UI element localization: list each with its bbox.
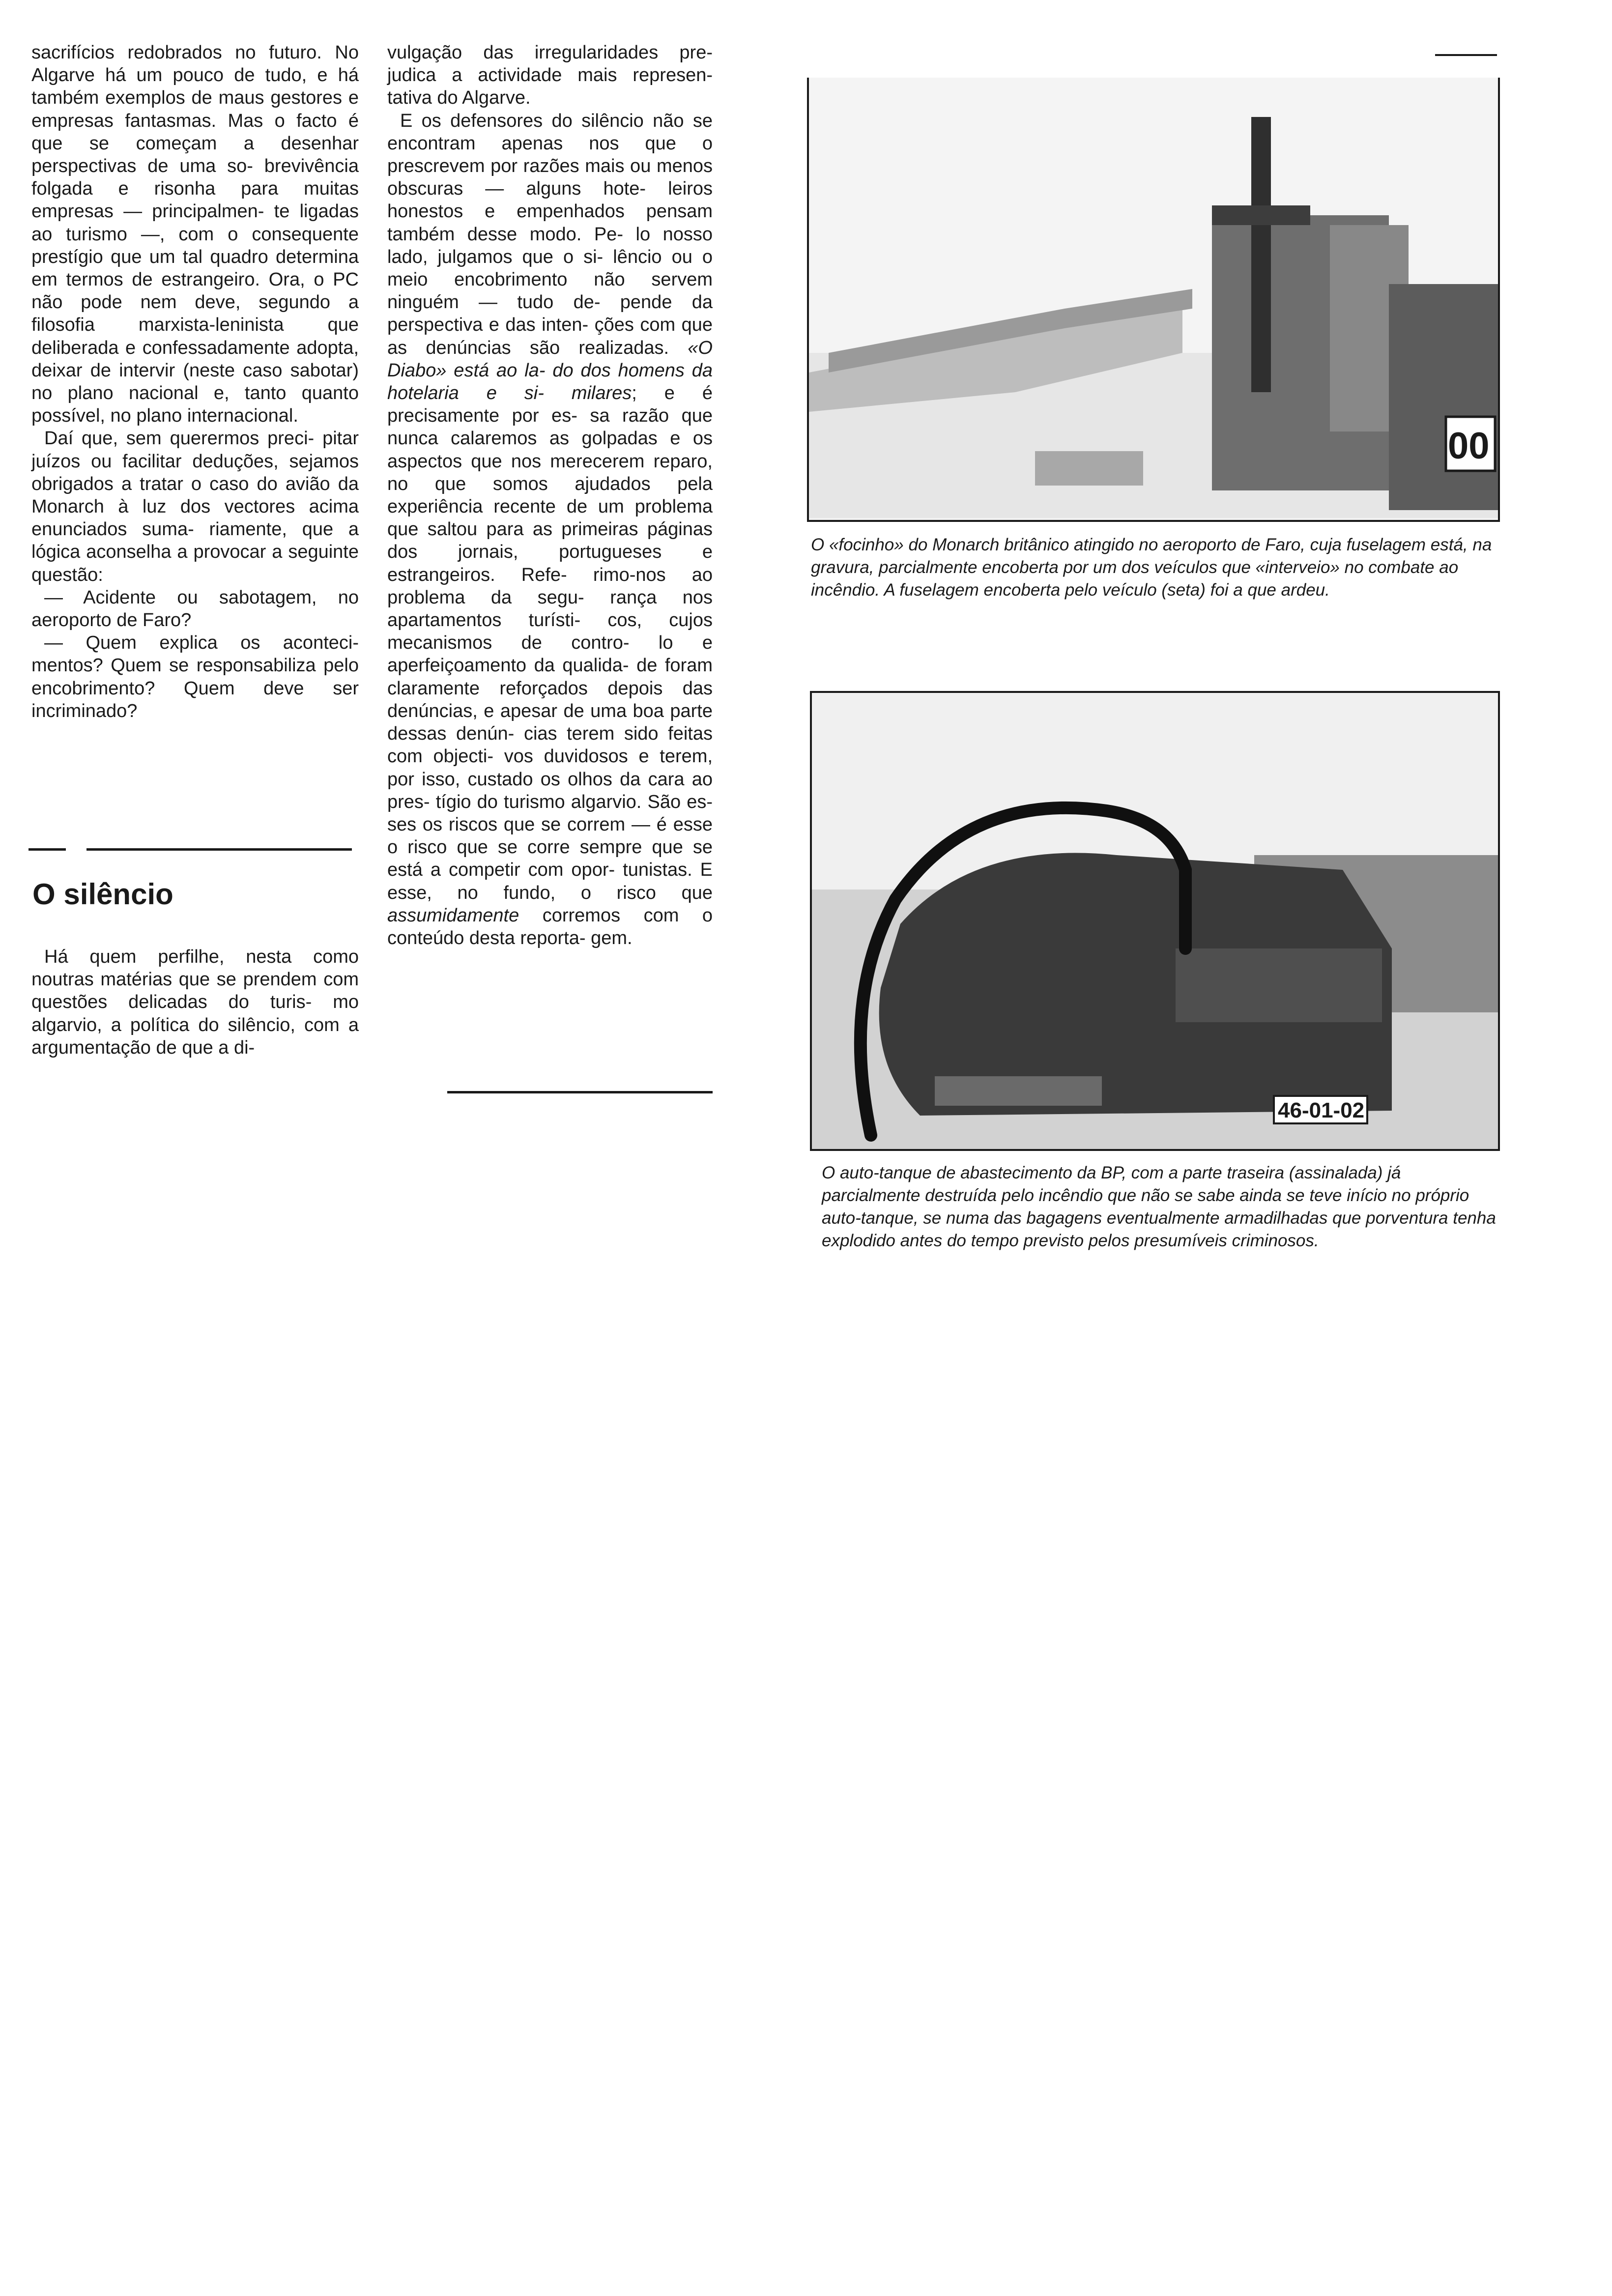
paragraph: Há quem perfilhe, nesta como noutras matérias que se prendem com questões delicadas do turis- mo algarvio, a política do silêncio, com a argumentação de que a di- (31, 947, 359, 1058)
aircraft-image (809, 78, 1498, 518)
section-divider (29, 848, 66, 851)
paragraph: E os defensores do silêncio não se encontram apenas nos que o prescrevem por razões mais ou menos obscuras — alguns hote- leiros honestos e empenhados pensam também desse modo. Pe- lo nosso lado, julgamos que o si- lêncio ou o meio encobrimento não servem ninguém — tudo de- pende da perspectiva e das inten- ções com que as denúncias são realizadas. «O Diabo» está ao la- do dos homens da hotelaria e si- milares; e é precisamente por es- sa razão que nunca calaremos as golpadas e os aspectos que nos merecerem reparo, no que somos ajudados pela experiência recente de um problema que saltou para as primeiras páginas dos jornais, portugueses e estrangeiros. Refe- rimo-nos ao problema da segu- rança nos apartamentos turísti- cos, cujos mecanismos de contro- lo e aperfeiçoamento da qualida- de foram claramente reforçados depois das denúncias, e apesar de uma boa parte dessas denún- cias terem sido feitas com objecti- vos duvidosos e terem, por isso, custado os olhos da cara ao pres- tígio do turismo algarvio. São es- ses os riscos que se correm — é esse o risco que se corre sempre que se está a competir com opor- tunistas. E esse, no fundo, o risco que assumidamente corremos com o conteúdo desta reporta- gem. (387, 110, 713, 948)
photo-fuel-tanker (810, 691, 1500, 1151)
paragraph: — Quem explica os aconteci- mentos? Quem se responsabiliza pelo encobrimento? Quem deve ser incriminado? (31, 632, 359, 721)
section-heading: O silêncio (32, 878, 173, 911)
vehicle-number: 00 (1448, 425, 1490, 467)
photo-aircraft-nose (807, 78, 1500, 522)
paragraph: sacrifícios redobrados no futuro. No Algarve há um pouco de tudo, e há também exemplos de maus gestores e empresas fantasmas. Mas o facto é que se começam a desenhar perspectivas de uma so- brevivência folgada e risonha para muitas empresas — principalmen- te ligadas ao turismo —, com o consequente prestígio que um tal quadro determina em termos de estrangeiro. Ora, o PC não pode nem deve, segundo a filosofia marxista-leninista que deliberada e confessadamente adopta, deixar de intervir (neste caso sabotar) no plano nacional e, tanto quanto possível, no plano internacional. (31, 42, 359, 427)
photo-caption: O «focinho» do Monarch britânico atingido no aeroporto de Faro, cuja fuselagem está, na gravura, parcialmente encoberta por um dos veículos que «interveio» no combate ao incêndio. A fuselagem encoberta pelo veículo (seta) foi a que ardeu. (811, 535, 1492, 600)
column-end-rule (447, 1091, 713, 1093)
tanker-license-plate: 46-01-02 (1278, 1098, 1365, 1122)
article-column-2 (387, 41, 713, 949)
article-column-1-continued (31, 946, 359, 1059)
article-column-1 (31, 41, 359, 722)
paragraph: Daí que, sem querermos preci- pitar juízos ou facilitar deduções, sejamos obrigados a tratar o caso do avião da Monarch à luz dos vectores acima enunciados suma- riamente, que a lógica aconselha a provocar a seguinte questão: (31, 428, 359, 585)
paragraph: — Acidente ou sabotagem, no aeroporto de Faro? (31, 587, 359, 631)
photo-caption: O auto-tanque de abastecimento da BP, com a parte traseira (assinalada) já parcialmente destruída pelo incêndio que não se sabe ainda se teve início no próprio auto-tanque, se numa das bagagens eventualmente armadilhadas que porventura tenha explodido antes do tempo previsto pelos presumíveis criminosos. (822, 1163, 1496, 1250)
section-divider (86, 848, 352, 851)
paragraph: vulgação das irregularidades pre- judica a actividade mais represen- tativa do Algarve. (387, 42, 713, 109)
tanker-image (812, 693, 1498, 1149)
photo-top-rule (1435, 54, 1497, 56)
